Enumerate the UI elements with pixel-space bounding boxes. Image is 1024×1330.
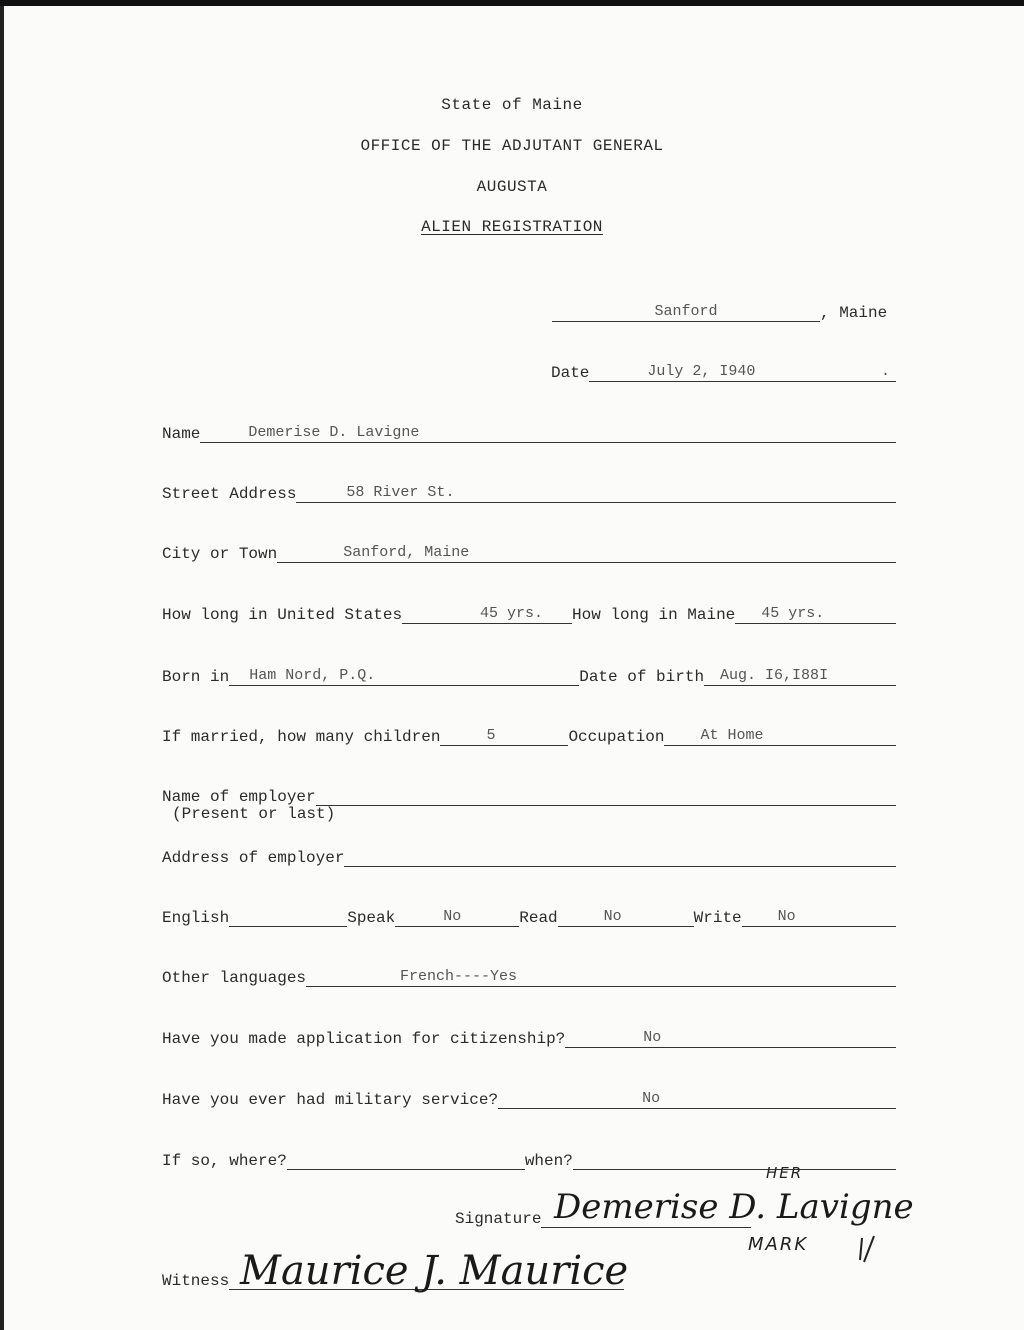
city-heading: AUGUSTA bbox=[476, 178, 548, 196]
children-label: If married, how many children bbox=[162, 728, 441, 746]
english-field[interactable] bbox=[229, 905, 347, 927]
mark-above: HER bbox=[766, 1164, 804, 1182]
employer-address-field[interactable] bbox=[344, 845, 896, 867]
date-value: July 2, I940 bbox=[647, 363, 756, 380]
military-label: Have you ever had military service? bbox=[162, 1091, 499, 1109]
citizenship-field[interactable]: No bbox=[565, 1026, 896, 1048]
employer-name-row bbox=[162, 782, 896, 806]
when-label: when? bbox=[524, 1152, 573, 1170]
mark-below: MARK bbox=[748, 1234, 809, 1255]
where-label: If so, where? bbox=[162, 1152, 287, 1170]
mark-stroke bbox=[852, 1234, 882, 1266]
signature-handwriting: Demerise D. Lavigne bbox=[554, 1187, 914, 1227]
date-end: . bbox=[880, 363, 890, 380]
other-languages-field[interactable]: French----Yes bbox=[306, 965, 896, 987]
name-row bbox=[162, 419, 896, 443]
read-label: Read bbox=[519, 909, 558, 927]
date-label: Date bbox=[551, 364, 590, 382]
speak-label: Speak bbox=[347, 909, 396, 927]
english-row bbox=[162, 903, 896, 927]
birth-row bbox=[162, 662, 896, 686]
city-label: City or Town bbox=[162, 545, 278, 563]
how-long-row bbox=[162, 600, 896, 624]
write-label: Write bbox=[693, 909, 742, 927]
date-row bbox=[551, 358, 896, 382]
witness-handwriting: Maurice J. Maurice bbox=[240, 1248, 629, 1294]
where-field[interactable] bbox=[287, 1148, 525, 1170]
place-suffix: , Maine bbox=[820, 304, 888, 322]
street-address-label: Street Address bbox=[162, 485, 297, 503]
children-row bbox=[162, 722, 896, 746]
write-field[interactable]: No bbox=[742, 905, 896, 927]
name-field[interactable]: Demerise D. Lavigne bbox=[200, 421, 896, 443]
street-address-field[interactable]: 58 River St. bbox=[296, 481, 896, 503]
form-title: ALIEN REGISTRATION bbox=[421, 218, 603, 236]
speak-field[interactable]: No bbox=[395, 905, 519, 927]
date-of-birth-label: Date of birth bbox=[579, 668, 705, 686]
other-languages-row bbox=[162, 963, 896, 987]
military-field[interactable]: No bbox=[498, 1087, 896, 1109]
witness-signature-image bbox=[236, 1226, 656, 1306]
how-long-maine-label: How long in Maine bbox=[572, 606, 736, 624]
occupation-field[interactable]: At Home bbox=[664, 724, 896, 746]
street-address-row bbox=[162, 479, 896, 503]
signature-label: Signature bbox=[455, 1210, 542, 1228]
name-label: Name bbox=[162, 425, 201, 443]
english-label: English bbox=[162, 909, 230, 927]
citizenship-label: Have you made application for citizenship? bbox=[162, 1030, 566, 1048]
read-field[interactable]: No bbox=[558, 905, 694, 927]
witness-label: Witness bbox=[162, 1272, 230, 1290]
how-long-us-label: How long in United States bbox=[162, 606, 403, 624]
state-heading: State of Maine bbox=[441, 96, 583, 114]
employer-name-sublabel: (Present or last) bbox=[172, 805, 336, 823]
city-field[interactable]: Sanford, Maine bbox=[277, 541, 896, 563]
office-heading: OFFICE OF THE ADJUTANT GENERAL bbox=[360, 137, 664, 155]
military-row bbox=[162, 1085, 896, 1109]
employer-name-label: Name of employer bbox=[162, 788, 316, 806]
town-field[interactable]: Sanford bbox=[552, 300, 820, 322]
date-field[interactable] bbox=[589, 360, 896, 382]
employer-name-field[interactable] bbox=[316, 784, 896, 806]
how-long-maine-field[interactable]: 45 yrs. bbox=[735, 602, 896, 624]
how-long-us-field[interactable]: 45 yrs. bbox=[402, 602, 572, 624]
employer-address-label: Address of employer bbox=[162, 849, 345, 867]
other-languages-label: Other languages bbox=[162, 969, 307, 987]
occupation-label: Occupation bbox=[568, 728, 665, 746]
place-row bbox=[552, 298, 896, 322]
born-in-field[interactable]: Ham Nord, P.Q. bbox=[229, 664, 579, 686]
citizenship-row bbox=[162, 1024, 896, 1048]
when-field[interactable] bbox=[573, 1148, 896, 1170]
employer-address-row bbox=[162, 843, 896, 867]
children-field[interactable]: 5 bbox=[440, 724, 568, 746]
date-of-birth-field[interactable]: Aug. I6,I88I bbox=[704, 664, 896, 686]
born-in-label: Born in bbox=[162, 668, 230, 686]
city-row bbox=[162, 539, 896, 563]
